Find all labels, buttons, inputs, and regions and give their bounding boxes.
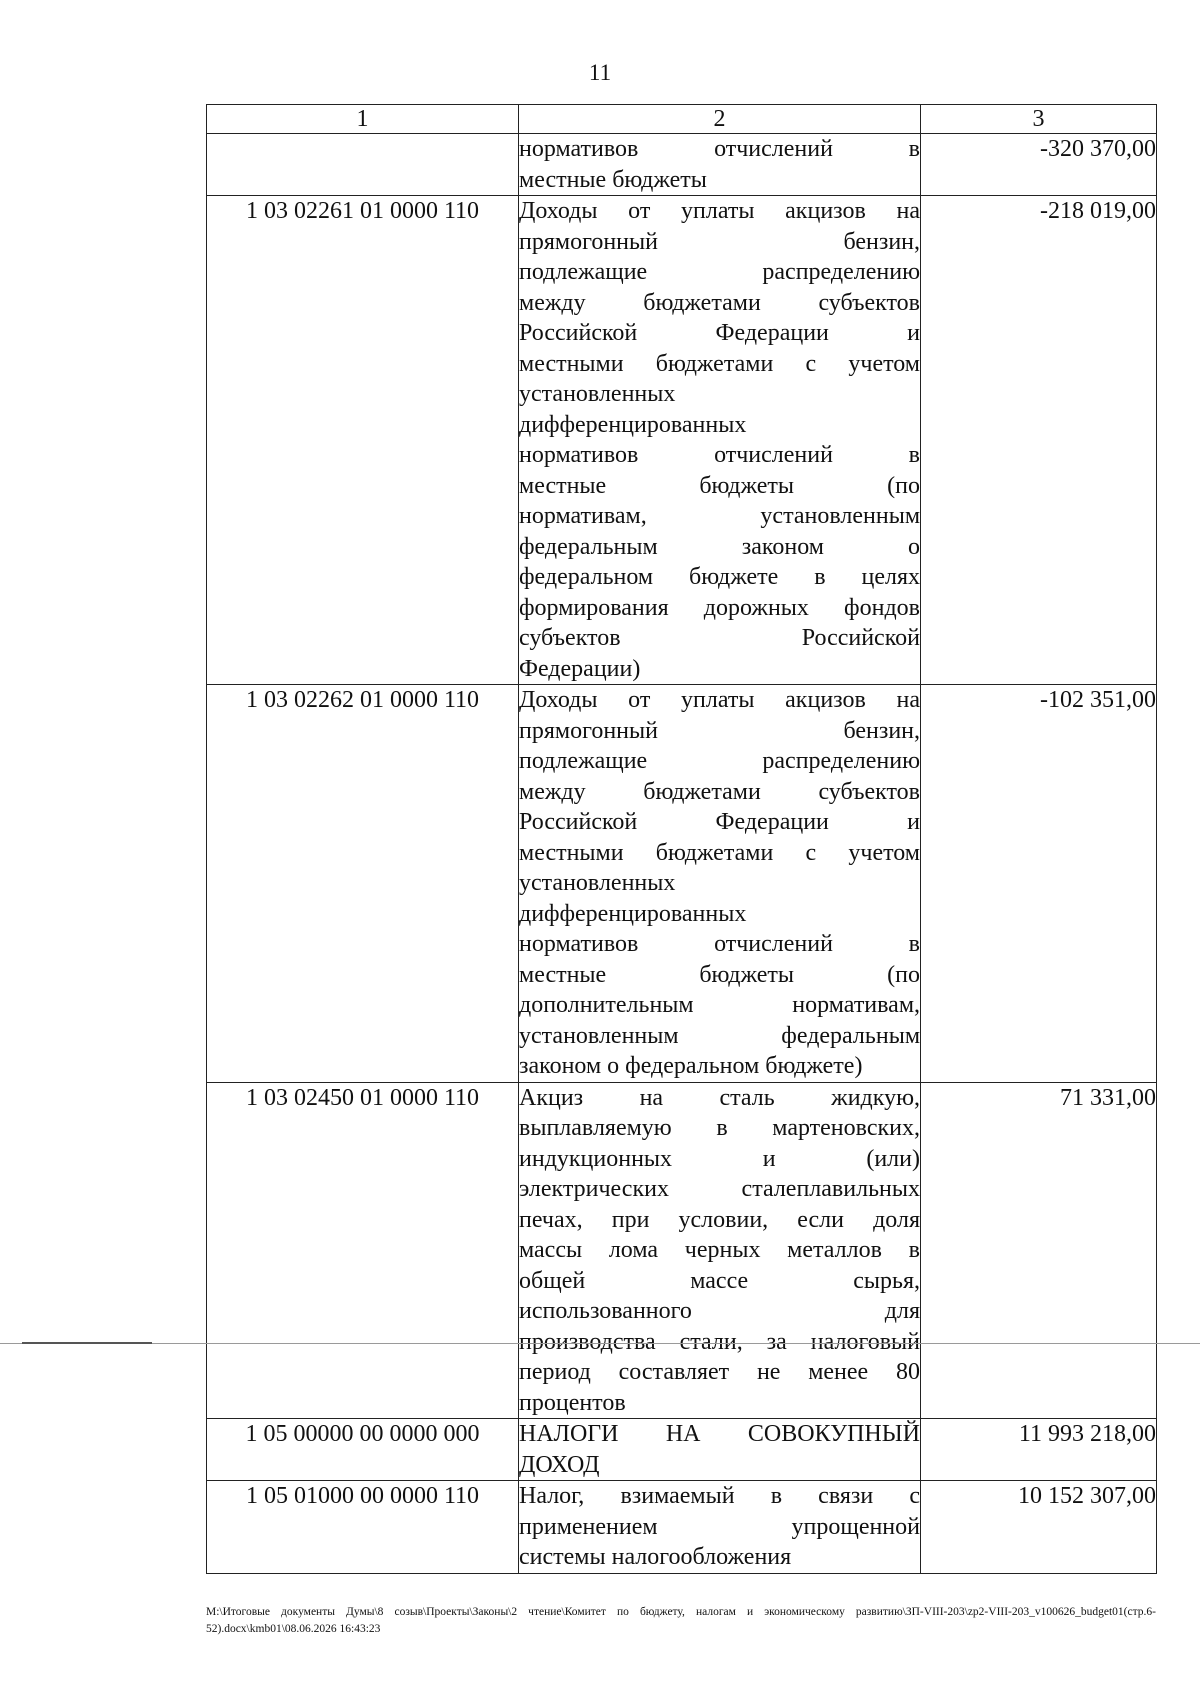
description-line: местными бюджетами с учетом — [519, 839, 920, 866]
description-line: установленным федеральным — [519, 1022, 920, 1049]
description-cell — [519, 1419, 921, 1481]
description-cell — [519, 1481, 921, 1574]
description-line: Налог, взимаемый в связи с — [519, 1483, 920, 1509]
description-line: формирования дорожных фондов — [519, 594, 920, 621]
description-line: НАЛОГИ НА СОВОКУПНЫЙ — [519, 1421, 920, 1447]
description-line: федеральным законом о — [519, 533, 920, 560]
description-line: нормативов отчислений в — [519, 136, 920, 162]
column-header-amount: 3 — [921, 105, 1157, 134]
description-line: выплавляемую в мартеновских, — [519, 1115, 920, 1141]
description-line: установленных — [519, 381, 676, 407]
description-line: прямогонный бензин, — [519, 228, 920, 255]
description-line: использованного для — [519, 1298, 920, 1324]
description-line: между бюджетами субъектов — [519, 289, 920, 316]
description-line: субъектов Российской — [519, 625, 920, 651]
scan-line-mark — [22, 1342, 152, 1344]
description-line: нормативов отчислений в — [519, 442, 920, 468]
file-path-footer: M:\Итоговые документы Думы\8 созыв\Проекты\Законы\2 чтение\Комитет по бюджету, налогам и экономическому развитию\ЗП-VIII-203\zp2-VIII-203_v100626_budget01(стр.6-52).docx\kmb01\08.06.2026 16:43:23 — [206, 1606, 1156, 1635]
description-line: Федерации) — [519, 655, 641, 682]
amount-cell: -320 370,00 — [921, 134, 1157, 196]
description-line: печах, при условии, если доля — [519, 1206, 920, 1233]
column-header-description: 2 — [519, 105, 921, 134]
amount-cell: -102 351,00 — [921, 685, 1157, 1083]
description-line: дифференцированных — [519, 411, 747, 438]
description-line: дополнительным нормативам, — [519, 992, 920, 1018]
description-line: между бюджетами субъектов — [519, 778, 920, 805]
table-row — [207, 685, 1157, 1083]
description-line: прямогонный бензин, — [519, 717, 920, 744]
description-cell — [519, 196, 921, 685]
description-cell — [519, 1082, 921, 1419]
table-row — [207, 134, 1157, 196]
description-line: местные бюджеты — [519, 166, 707, 193]
description-line: подлежащие распределению — [519, 748, 920, 774]
table-row — [207, 1481, 1157, 1574]
description-line: общей массе сырья, — [519, 1267, 920, 1294]
header-row — [207, 105, 1157, 134]
description-line: Российской Федерации и — [519, 809, 920, 835]
description-line: местные бюджеты (по — [519, 472, 920, 499]
budget-code-cell: 1 05 00000 00 0000 000 — [207, 1419, 519, 1481]
description-line: установленных — [519, 870, 676, 896]
budget-code-cell: 1 03 02450 01 0000 110 — [207, 1082, 519, 1419]
amount-cell: 10 152 307,00 — [921, 1481, 1157, 1574]
scan-line — [0, 1343, 1200, 1344]
budget-code-cell: 1 03 02262 01 0000 110 — [207, 685, 519, 1083]
description-line: местными бюджетами с учетом — [519, 350, 920, 377]
description-line: федеральном бюджете в целях — [519, 564, 920, 590]
description-line: местные бюджеты (по — [519, 961, 920, 988]
description-line: массы лома черных металлов в — [519, 1237, 920, 1263]
table-row — [207, 1419, 1157, 1481]
description-cell — [519, 685, 921, 1083]
amount-cell: -218 019,00 — [921, 196, 1157, 685]
budget-code-cell: 1 03 02261 01 0000 110 — [207, 196, 519, 685]
budget-code-cell: 1 05 01000 00 0000 110 — [207, 1481, 519, 1574]
description-line: законом о федеральном бюджете) — [519, 1053, 863, 1079]
description-line: производства стали, за налоговый — [519, 1328, 920, 1355]
description-line: подлежащие распределению — [519, 259, 920, 285]
description-line: дифференцированных — [519, 900, 747, 927]
table-body — [207, 134, 1157, 1574]
amount-cell: 11 993 218,00 — [921, 1419, 1157, 1481]
description-line: процентов — [519, 1389, 626, 1416]
description-line: индукционных и (или) — [519, 1145, 920, 1172]
description-line: период составляет не менее 80 — [519, 1359, 920, 1385]
budget-code-cell — [207, 134, 519, 196]
description-line: электрических сталеплавильных — [519, 1176, 920, 1202]
column-header-code: 1 — [207, 105, 519, 134]
description-line: Акциз на сталь жидкую, — [519, 1084, 920, 1111]
description-line: Доходы от уплаты акцизов на — [519, 198, 920, 224]
description-line: нормативам, установленным — [519, 503, 920, 529]
budget-table — [206, 104, 1157, 1574]
table-row — [207, 1082, 1157, 1419]
amount-cell: 71 331,00 — [921, 1082, 1157, 1419]
description-line: ДОХОД — [519, 1451, 600, 1478]
table-row — [207, 196, 1157, 685]
description-line: нормативов отчислений в — [519, 931, 920, 957]
description-line: Российской Федерации и — [519, 320, 920, 346]
description-line: системы налогообложения — [519, 1544, 792, 1570]
description-line: применением упрощенной — [519, 1513, 920, 1540]
page-number: 11 — [588, 60, 612, 85]
description-cell — [519, 134, 921, 196]
description-line: Доходы от уплаты акцизов на — [519, 687, 920, 713]
